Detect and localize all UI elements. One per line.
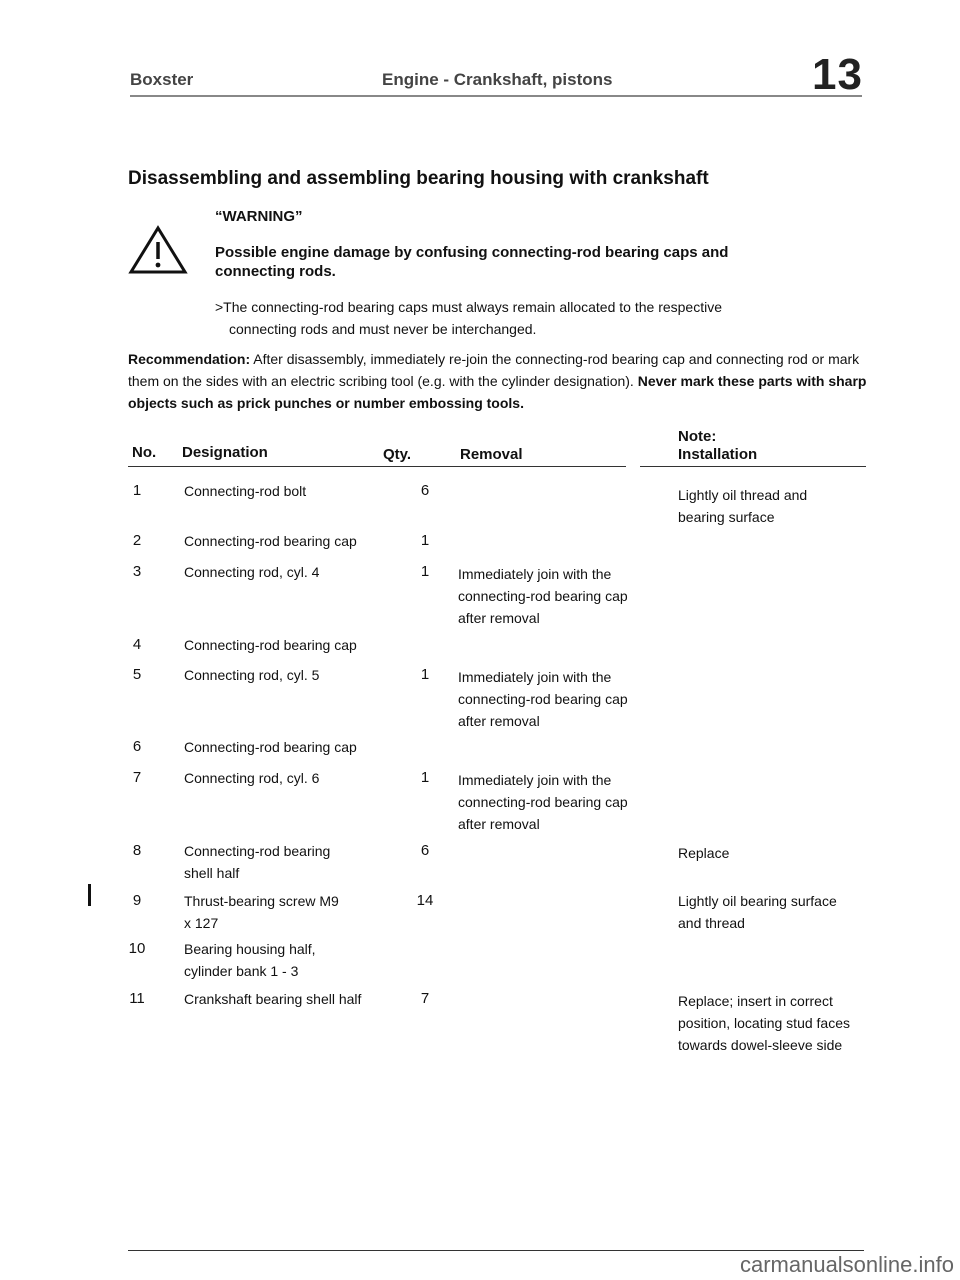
row-designation: Connecting-rod bearing cap — [184, 637, 357, 653]
header-group-number: 13 — [812, 50, 863, 99]
row-no: 8 — [132, 842, 142, 859]
row-installation: Replace; insert in correct position, locating stud faces towards dowel-sleeve side — [678, 993, 850, 1053]
row-designation: Connecting rod, cyl. 5 — [184, 667, 320, 683]
row-no: 7 — [132, 769, 142, 786]
header-section: Engine - Crankshaft, pistons — [382, 70, 613, 89]
row-qty: 1 — [420, 532, 430, 549]
row-installation: Lightly oil thread and bearing surface — [678, 487, 808, 525]
row-removal: Immediately join with the connecting-rod bearing cap after removal — [458, 772, 628, 832]
footer-rule — [128, 1250, 864, 1251]
row-qty: 6 — [420, 842, 430, 859]
row-qty: 6 — [420, 482, 430, 499]
header-installation: Installation — [678, 446, 758, 463]
header-note: Note: — [678, 428, 717, 445]
warning-note — [215, 296, 815, 340]
warning-text: Possible engine damage by confusing connecting-rod bearing caps and connecting rods. — [215, 244, 729, 280]
row-no: 1 — [132, 482, 142, 499]
row-designation: Connecting-rod bearing cap — [184, 533, 357, 549]
row-no: 11 — [129, 990, 145, 1007]
row-designation: Connecting-rod bearing cap — [184, 739, 357, 755]
row-designation: Connecting-rod bolt — [184, 483, 307, 499]
table-header-rule-right — [640, 466, 866, 467]
recommendation-text: After disassembly, immediately re-join the connecting-rod bearing cap and connecting rod or mark them on the sides with an electric scribing tool (e.g. with the cylinder designation). — [128, 351, 860, 389]
recommendation — [128, 348, 868, 414]
row-qty: 1 — [420, 666, 430, 683]
row-designation: Thrust-bearing screw M9 x 127 — [184, 893, 339, 931]
header-model: Boxster — [130, 70, 194, 89]
header-designation: Designation — [182, 444, 268, 461]
row-designation: Connecting rod, cyl. 4 — [184, 564, 320, 580]
row-designation: Crankshaft bearing shell half — [184, 991, 362, 1007]
row-qty: 14 — [416, 892, 434, 909]
header-qty: Qty. — [383, 446, 412, 463]
row-removal: Immediately join with the connecting-rod bearing cap after removal — [458, 669, 628, 729]
recommendation-emphasis: Never mark these parts with sharp objects such as prick punches or number embossing tools. — [128, 373, 867, 411]
row-no: 6 — [132, 738, 142, 755]
row-installation: Replace — [678, 845, 730, 861]
warning-note-line1: >The connecting-rod bearing caps must always remain allocated to the respective — [215, 299, 722, 315]
warning-triangle-icon — [128, 225, 188, 275]
header-removal: Removal — [460, 446, 523, 463]
row-no: 3 — [132, 563, 142, 580]
row-removal: Immediately join with the connecting-rod bearing cap after removal — [458, 566, 628, 626]
row-qty: 1 — [420, 769, 430, 786]
table-header-rule — [128, 466, 626, 467]
revision-margin-bar — [88, 884, 91, 906]
row-qty: 7 — [420, 990, 430, 1007]
page-title: Disassembling and assembling bearing housing with crankshaft — [128, 168, 709, 189]
header-rule — [130, 95, 862, 97]
row-no: 4 — [132, 636, 142, 653]
warning-label: “WARNING” — [215, 208, 303, 225]
row-designation: Connecting rod, cyl. 6 — [184, 770, 320, 786]
row-installation: Lightly oil bearing surface and thread — [678, 893, 837, 931]
watermark: carmanualsonline.info — [739, 1252, 954, 1277]
row-designation: Connecting-rod bearing shell half — [184, 843, 331, 881]
recommendation-label: Recommendation: — [128, 351, 251, 367]
row-no: 10 — [128, 940, 146, 957]
row-no: 9 — [132, 892, 142, 909]
row-no: 2 — [132, 532, 142, 549]
warning-note-line2: connecting rods and must never be interchanged. — [229, 321, 537, 337]
row-designation: Bearing housing half, cylinder bank 1 - 3 — [184, 941, 316, 979]
row-no: 5 — [132, 666, 142, 683]
header-no: No. — [132, 444, 157, 461]
row-qty: 1 — [420, 563, 430, 580]
